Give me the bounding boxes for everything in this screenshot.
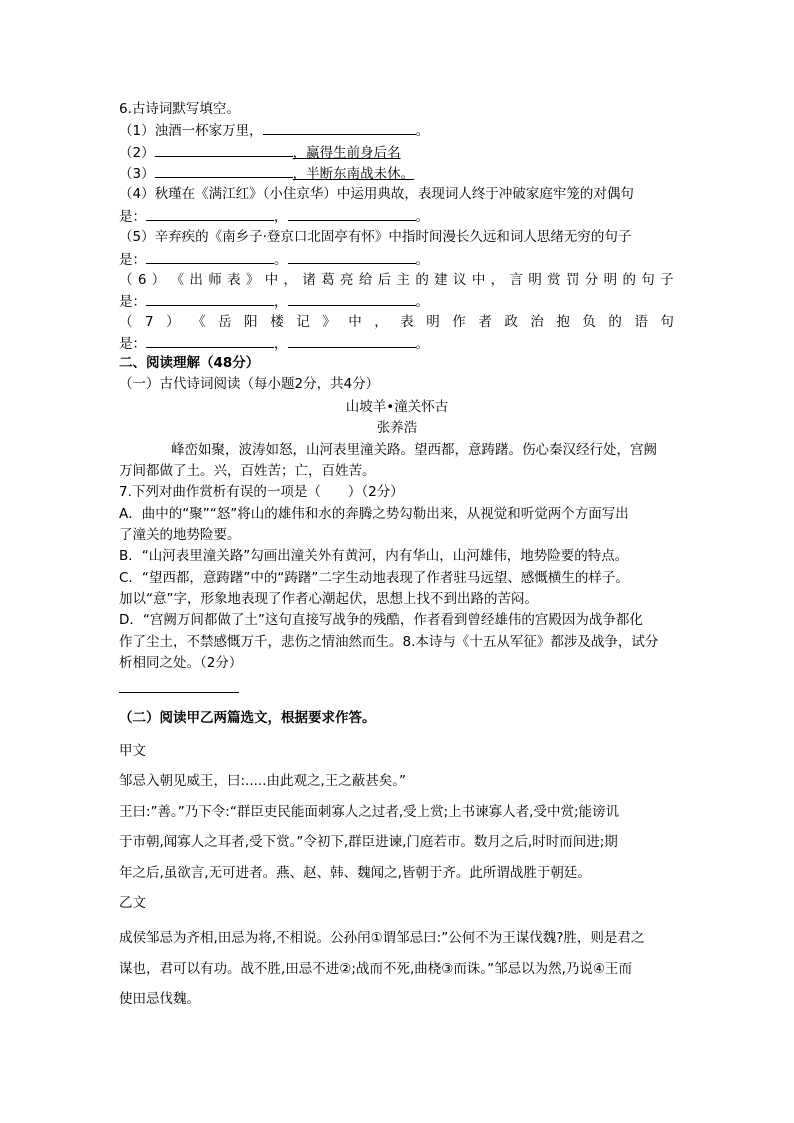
question-7: 7.下列对曲作赏析有误的一项是（ ）（2分）	[119, 484, 404, 500]
char: 言	[509, 272, 523, 288]
answer-blank[interactable]	[146, 249, 274, 264]
char: 的	[622, 272, 636, 288]
char: ，	[283, 272, 298, 288]
char: 表	[400, 314, 414, 330]
char: 亮	[340, 272, 354, 288]
text-yi-line-3: 使田忌伐魏。	[119, 991, 200, 1007]
q6-item-5-line1: （5）辛弃疾的《南乡子·登京口北固亭有怀》中指时间漫长久远和词人思绪无穷的句子	[119, 229, 632, 245]
char: ）	[166, 314, 180, 330]
char: 表	[227, 272, 241, 288]
char: 明	[603, 272, 618, 288]
text-yi-label: 乙文	[119, 895, 146, 911]
char: 建	[434, 272, 448, 288]
text-jia-line-1: 邹忌入朝见威王，曰:.....由此观之,王之蔽甚矣。”	[119, 773, 407, 789]
q6-title: 6.古诗词默写填空。	[119, 101, 240, 117]
q6-item-2	[119, 142, 401, 163]
answer-blank[interactable]	[155, 163, 293, 178]
char: 中	[264, 272, 279, 288]
poem-text-line-1: 峰峦如聚，波涛如怒，山河表里潼关路。望西都，意踌躇。伤心秦汉经行处，宫阙	[171, 442, 657, 458]
char: 出	[189, 272, 203, 288]
char: 《	[192, 314, 206, 330]
q6-item-4-mid: ，	[274, 209, 288, 225]
q6-item-5-line2	[119, 249, 429, 270]
option-a-line-1: A．曲中的“聚”“怒”将山的雄伟和水的奔腾之势勾勒出来，从视觉和听觉两个方面写出	[119, 506, 629, 522]
q6-item-5-end: 。	[415, 252, 429, 268]
char: ，	[374, 314, 388, 330]
option-d-line-3: 析相同之处。（2分）	[119, 655, 243, 671]
option-d-line-2: 作了尘土，不禁感慨万千，悲伤之情油然而生。8.本诗与《十五从军征》都涉及战争，试分	[119, 634, 659, 650]
q6-item-6-line2	[119, 291, 429, 312]
q6-item-7-line1	[119, 312, 674, 332]
q6-item-1	[119, 120, 429, 141]
q6-item-7-prefix: 是：	[119, 336, 146, 352]
char: 6	[137, 272, 147, 288]
char: 中	[471, 272, 486, 288]
char: 葛	[321, 272, 335, 288]
text-yi-line-2: 谋也，君可以有功。战不胜,田忌不进②;战而不死,曲桡③而诛。”邹忌以为然,乃说④王而	[119, 961, 632, 977]
q6-item-6-end: 。	[415, 294, 429, 310]
text-jia-line-4: 年之后,虽欲言,无可进者。燕、赵、韩、魏闻之,皆朝于齐。此所谓战胜于朝廷。	[119, 865, 591, 881]
answer-blank[interactable]	[155, 142, 293, 157]
answer-blank[interactable]	[146, 291, 274, 306]
q6-item-7-line2	[119, 333, 429, 354]
char: 议	[453, 272, 467, 288]
q6-item-1-text: （1）浊酒一杯家万里，	[119, 123, 263, 139]
q6-item-5-prefix: 是：	[119, 252, 146, 268]
char: 记	[296, 314, 310, 330]
char: 7	[145, 314, 154, 330]
char: 中	[348, 314, 362, 330]
option-c-line-1: C．“望西都，意踌躇”中的“踌躇”二字生动地表现了作者驻马远望、感慨横生的样子。	[119, 570, 629, 586]
char: 》	[322, 314, 336, 330]
option-c-line-2: 加以“意”字，形象地表现了作者心潮起伏，思想上找不到出路的苦闷。	[119, 591, 538, 607]
answer-line[interactable]	[119, 692, 239, 693]
q6-item-2-text: ，赢得生前身后名	[292, 145, 401, 161]
char: 分	[584, 272, 599, 288]
q6-item-7-mid: ，	[274, 336, 288, 352]
char: 句	[660, 314, 674, 330]
char: 者	[478, 314, 492, 330]
char: 主	[396, 272, 411, 288]
q6-item-3-label: （3）	[119, 166, 155, 182]
part-2-title: （二）阅读甲乙两篇选文，根据要求作答。	[119, 710, 376, 726]
q6-item-6-prefix: 是：	[119, 294, 146, 310]
char: 明	[426, 314, 440, 330]
section-2-title: 二、阅读理解（48分）	[119, 355, 260, 371]
char: 诸	[302, 272, 316, 288]
char: 治	[530, 314, 544, 330]
answer-blank[interactable]	[263, 120, 416, 135]
q6-item-2-label: （2）	[119, 145, 155, 161]
char: 楼	[270, 314, 284, 330]
answer-blank[interactable]	[288, 333, 416, 348]
char: 《	[170, 272, 185, 288]
char: 赏	[547, 272, 561, 288]
text-yi-line-1: 成侯邹忌为齐相,田忌为将,不相说。公孙闬①谓邹忌曰:”公何不为王谋伐魏?胜，则是君之	[119, 930, 645, 946]
char: 后	[377, 272, 392, 288]
q6-item-4-line1: （4）秋瑾在《满江红》（小住京华）中运用典故，表现词人终于冲破家庭牢笼的对偶句	[119, 186, 634, 202]
option-d-line-1: D．“宫阙万间都做了土”这句直接写战争的残酷，作者看到曾经雄伟的宫殿因为战争都化	[119, 612, 643, 628]
q6-item-6-mid: ，	[274, 294, 288, 310]
char: 语	[634, 314, 648, 330]
char: （	[119, 272, 133, 288]
char: 的	[415, 272, 429, 288]
q6-item-7-end: 。	[415, 336, 429, 352]
text-jia-line-2: 王曰:”善。”乃下令:“群臣吏民能面刺寡人之过者,受上赏;上书谏寡人者,受中赏;能谤讥	[119, 804, 620, 820]
q6-item-1-end: 。	[415, 123, 430, 139]
q6-item-3-text: ，半断东南战未休。	[292, 166, 415, 182]
answer-blank[interactable]	[146, 333, 274, 348]
char: 政	[504, 314, 518, 330]
char: 》	[245, 272, 260, 288]
answer-blank[interactable]	[288, 206, 416, 221]
char: 子	[660, 272, 674, 288]
answer-blank[interactable]	[288, 249, 416, 264]
q6-item-4-prefix: 是：	[119, 209, 146, 225]
option-a-line-2: 了潼关的地势险要。	[119, 527, 241, 543]
char: 明	[528, 272, 542, 288]
char: ，	[490, 272, 505, 288]
char: 阳	[244, 314, 258, 330]
char: （	[119, 314, 133, 330]
char: 作	[452, 314, 466, 330]
q6-item-5-mid: 。	[274, 252, 288, 268]
poem-title: 山坡羊•潼关怀古	[345, 399, 449, 415]
q6-item-6-line1	[119, 270, 674, 290]
poem-author: 张养浩	[376, 420, 418, 436]
char: 句	[641, 272, 655, 288]
text-jia-line-3: 于市朝,闻寡人之耳者,受下赏。”令初下,群臣进谏,门庭若市。数月之后,时时而间进;期	[119, 834, 618, 850]
answer-blank[interactable]	[288, 291, 416, 306]
char: 师	[208, 272, 222, 288]
char: 的	[608, 314, 622, 330]
char: 抱	[556, 314, 570, 330]
q6-item-4-end: 。	[415, 209, 429, 225]
part-1-title: （一）古代诗词阅读（每小题2分，共4分）	[119, 376, 380, 392]
char: 罚	[565, 272, 580, 288]
option-b: B．“山河表里潼关路”勾画出潼关外有黄河，内有华山，山河雄伟，地势险要的特点。	[119, 548, 629, 564]
char: 给	[358, 272, 373, 288]
char: 负	[582, 314, 596, 330]
q6-item-3	[119, 163, 414, 184]
char: 岳	[218, 314, 232, 330]
char: ）	[151, 272, 166, 288]
answer-blank[interactable]	[146, 206, 274, 221]
text-jia-label: 甲文	[119, 743, 146, 759]
poem-text-line-2: 万间都做了土。兴，百姓苦；亡，百姓苦。	[119, 463, 376, 479]
q6-item-4-line2	[119, 206, 429, 227]
